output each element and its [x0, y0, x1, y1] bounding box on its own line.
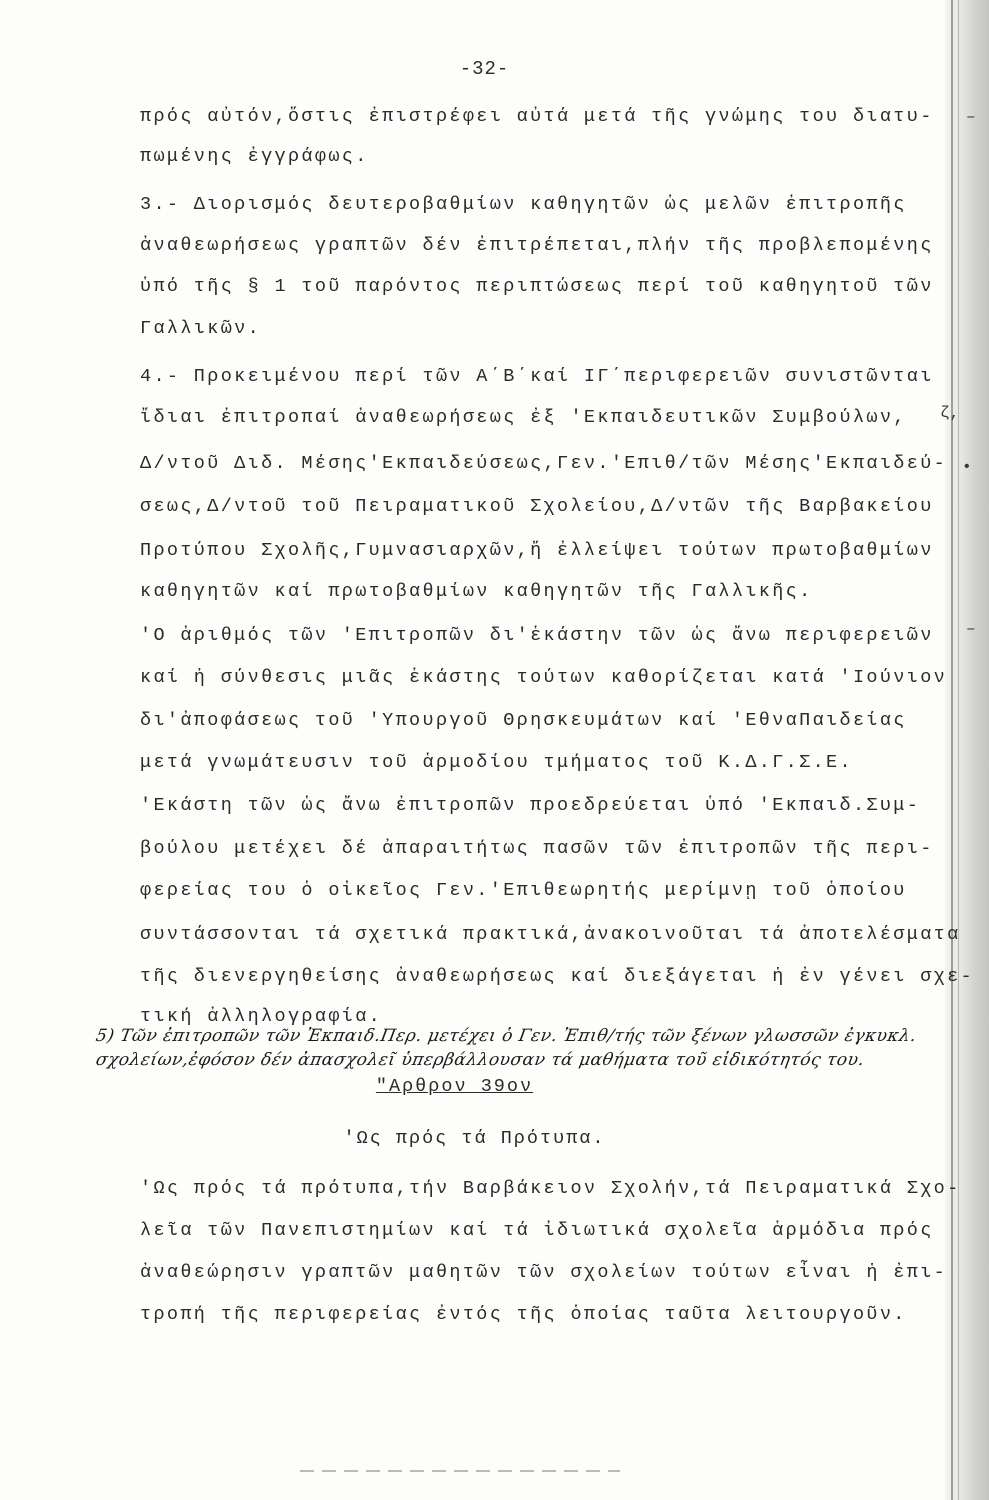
page-edge-line [951, 0, 953, 1500]
scan-artifact-strip [300, 1470, 620, 1472]
page-number: -32- [459, 58, 510, 80]
article-text-line: τροπή τῆς περιφερείας ἐντός τῆς ὁποίας ταῦτα λειτουργοῦν. [140, 1304, 907, 1325]
margin-dash-icon: – [966, 620, 976, 638]
article-subheading: 'Ως πρός τά Πρότυπα. [343, 1128, 606, 1149]
text-line: πωμένης ἐγγράφως. [140, 146, 369, 167]
text-line: μετά γνωμάτευσιν τοῦ ἁρμοδίου τμήματος τοῦ Κ.Δ.Γ.Σ.Ε. [140, 752, 853, 773]
text-line: τῆς διενεργηθείσης ἀναθεωρήσεως καί διεξάγεται ἡ ἐν γένει σχε- [140, 966, 975, 987]
handwritten-annotation: 5) Τῶν ἐπιτροπῶν τῶν Ἐκπαιδ.Περ. μετέχει ὁ Γεν. Ἐπιθ/τής τῶν ξένων γλωσσῶν ἐγκυκλ. [94, 1026, 919, 1046]
text-line: καί ἡ σύνθεσις μιᾶς ἑκάστης τούτων καθορίζεται κατά 'Ιούνιον [140, 667, 948, 688]
margin-dot-icon: • [962, 458, 972, 476]
text-line: τική ἀλληλογραφία. [140, 1006, 383, 1027]
article-text-line: 'Ως πρός τά πρότυπα,τήν Βαρβάκειον Σχολήν,τά Πειραματικά Σχο- [140, 1178, 961, 1199]
margin-dash-icon: – [966, 108, 976, 126]
page-edge-line-secondary [958, 0, 959, 1500]
text-line: ἀναθεωρήσεως γραπτῶν δέν ἐπιτρέπεται,πλήν τῆς προβλεπομένης [140, 235, 934, 256]
handwritten-annotation: σχολείων,ἐφόσον δέν ἀπασχολεῖ ὑπερβάλλουσαν τά μαθήματα τοῦ εἰδικότητός του. [94, 1050, 867, 1070]
text-line: πρός αὐτόν,ὅστις ἐπιστρέφει αὐτά μετά τῆς γνώμης του διατυ- [140, 106, 934, 127]
article-text-line: λεῖα τῶν Πανεπιστημίων καί τά ἰδιωτικά σχολεῖα ἁρμόδια πρός [140, 1220, 934, 1241]
text-line: Δ/ντοῦ Διδ. Μέσης'Εκπαιδεύσεως,Γεν.'Επιθ/τῶν Μέσης'Εκπαιδεύ- [140, 453, 948, 474]
text-line: ἴδιαι ἐπιτροπαί ἀναθεωρήσεως ἐξ 'Εκπαιδευτικῶν Συμβούλων, [140, 407, 907, 428]
text-line: Προτύπου Σχολῆς,Γυμνασιαρχῶν,ἤ ἐλλείψει τούτων πρωτοβαθμίων [140, 540, 934, 561]
text-line: καθηγητῶν καί πρωτοβαθμίων καθηγητῶν τῆς Γαλλικῆς. [140, 581, 813, 602]
text-line: 3.- Διορισμός δευτεροβαθμίων καθηγητῶν ὡς μελῶν ἐπιτροπῆς [140, 194, 907, 215]
text-line: Γαλλικῶν. [140, 318, 262, 339]
text-line: φερείας του ὁ οἰκεῖος Γεν.'Επιθεωρητής μερίμνῃ τοῦ ὁποίου [140, 880, 907, 901]
text-line: 'Εκάστη τῶν ὡς ἄνω ἐπιτροπῶν προεδρεύεται ὑπό 'Εκπαιδ.Συμ- [140, 795, 921, 816]
text-line: 4.- Προκειμένου περί τῶν Α΄Β΄καί ΙΓ΄περιφερειῶν συνιστῶνται [140, 366, 934, 387]
article-text-line: ἀναθεώρησιν γραπτῶν μαθητῶν τῶν σχολείων τούτων εἶναι ἡ ἐπι- [140, 1262, 948, 1283]
text-line: δι'ἀποφάσεως τοῦ 'Υπουργοῦ Θρησκευμάτων καί 'ΕθναΠαιδείας [140, 710, 907, 731]
margin-mark: ζ, [940, 404, 960, 422]
text-line: 'Ο ἀριθμός τῶν 'Επιτροπῶν δι'ἑκάστην τῶν ὡς ἄνω περιφερειῶν [140, 625, 934, 646]
article-heading: "Αρθρον 39ον [375, 1076, 534, 1097]
text-line: βούλου μετέχει δέ ἀπαραιτήτως πασῶν τῶν ἐπιτροπῶν τῆς περι- [140, 838, 934, 859]
text-line: συντάσσονται τά σχετικά πρακτικά,ἀνακοινοῦται τά ἀποτελέσματα [140, 924, 961, 945]
text-line: ὑπό τῆς § 1 τοῦ παρόντος περιπτώσεως περί τοῦ καθηγητοῦ τῶν [140, 276, 934, 297]
text-line: σεως,Δ/ντοῦ τοῦ Πειραματικοῦ Σχολείου,Δ/ντῶν τῆς Βαρβακείου [140, 496, 934, 517]
